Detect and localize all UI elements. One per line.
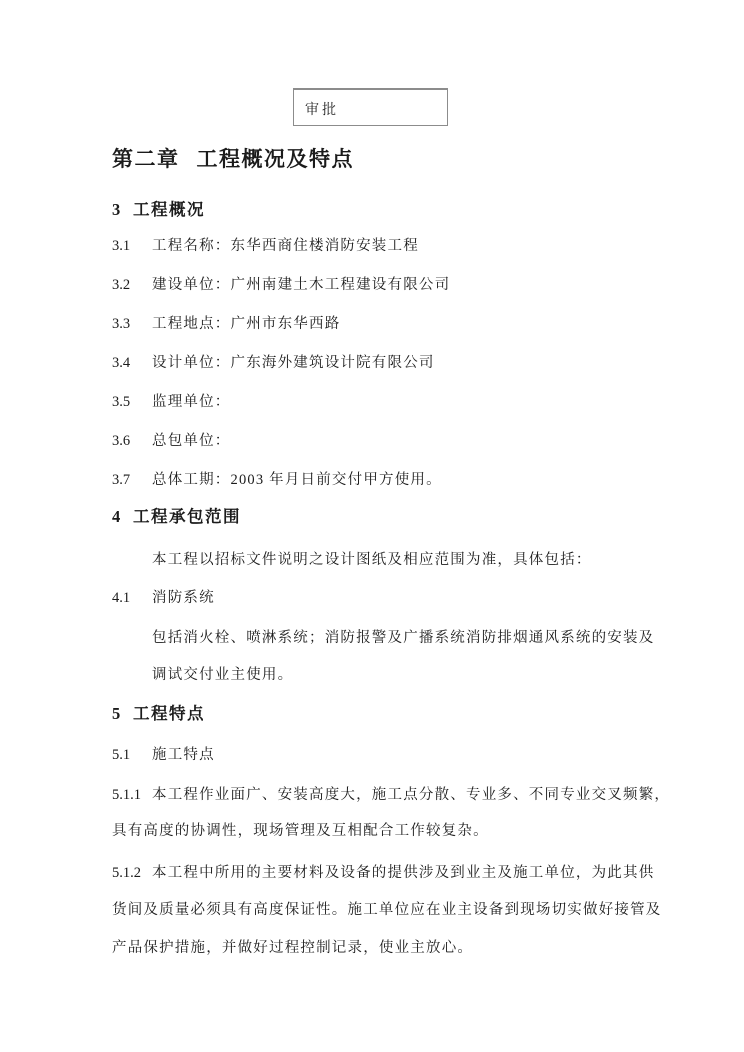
item-text: 消防系统 <box>152 590 215 606</box>
list-item-3-2 <box>112 273 646 294</box>
list-item-4-1 <box>112 586 646 607</box>
item-number: 4.1 <box>112 590 131 606</box>
section-heading-text: 工程概况 <box>133 200 205 219</box>
item-text: 工程地点：广州市东华西路 <box>152 316 341 332</box>
item-number: 3.1 <box>112 238 131 254</box>
item-number: 3.6 <box>112 433 131 449</box>
item-text: 建设单位：广州南建土木工程建设有限公司 <box>152 277 451 293</box>
item-text: 工程名称：东华西商住楼消防安装工程 <box>152 238 419 254</box>
item-number: 3.2 <box>112 277 131 293</box>
section-heading-text: 工程承包范围 <box>133 507 241 526</box>
scope-detail-line-1: 包括消火栓、喷淋系统；消防报警及广播系统消防排烟通风系统的安装及 <box>152 630 655 646</box>
paragraph-text: 本工程作业面广、安装高度大，施工点分散、专业多、不同专业交叉频繁， <box>152 787 671 803</box>
item-number: 5.1.1 <box>112 787 141 803</box>
list-item-3-3 <box>112 312 646 333</box>
section-heading-text: 工程特点 <box>133 704 205 723</box>
section-number: 3 <box>112 200 121 219</box>
chapter-title <box>112 143 354 173</box>
approval-box <box>293 88 448 126</box>
item-number: 3.5 <box>112 394 131 410</box>
chapter-number: 第二章 <box>112 147 180 171</box>
approval-label: 审批 <box>305 103 339 118</box>
item-number: 3.7 <box>112 472 131 488</box>
item-text: 施工特点 <box>152 747 215 763</box>
chapter-title-text: 工程概况及特点 <box>196 147 354 171</box>
section-heading-overview <box>112 196 205 220</box>
scope-detail-line-2: 调试交付业主使用。 <box>152 667 294 683</box>
paragraph-5-1-2-line-1 <box>112 861 655 882</box>
paragraph-5-1-2-line-2: 货间及质量必须具有高度保证性。施工单位应在业主设备到现场切实做好接管及 <box>112 902 662 918</box>
list-item-3-7 <box>112 468 646 489</box>
item-text: 设计单位：广东海外建筑设计院有限公司 <box>152 355 435 371</box>
section-heading-scope <box>112 503 241 527</box>
scope-intro: 本工程以招标文件说明之设计图纸及相应范围为准，具体包括： <box>152 552 592 568</box>
paragraph-5-1-2-line-3: 产品保护措施，并做好过程控制记录，使业主放心。 <box>112 940 474 956</box>
item-text: 总体工期：2003 年月日前交付甲方使用。 <box>152 472 442 488</box>
list-item-5-1 <box>112 743 646 764</box>
list-item-3-4 <box>112 351 646 372</box>
item-text: 总包单位： <box>152 433 231 449</box>
section-number: 4 <box>112 507 121 526</box>
item-number: 3.4 <box>112 355 131 371</box>
section-number: 5 <box>112 704 121 723</box>
item-number: 5.1 <box>112 747 131 763</box>
section-heading-features <box>112 700 205 724</box>
item-number: 3.3 <box>112 316 131 332</box>
item-number: 5.1.2 <box>112 865 141 881</box>
paragraph-5-1-1-line-1 <box>112 783 671 804</box>
item-text: 监理单位： <box>152 394 231 410</box>
list-item-3-1 <box>112 234 646 255</box>
list-item-3-6 <box>112 429 646 450</box>
list-item-3-5 <box>112 390 646 411</box>
paragraph-text: 本工程中所用的主要材料及设备的提供涉及到业主及施工单位，为此其供 <box>152 865 655 881</box>
paragraph-5-1-1-line-2: 具有高度的协调性，现场管理及互相配合工作较复杂。 <box>112 823 489 839</box>
